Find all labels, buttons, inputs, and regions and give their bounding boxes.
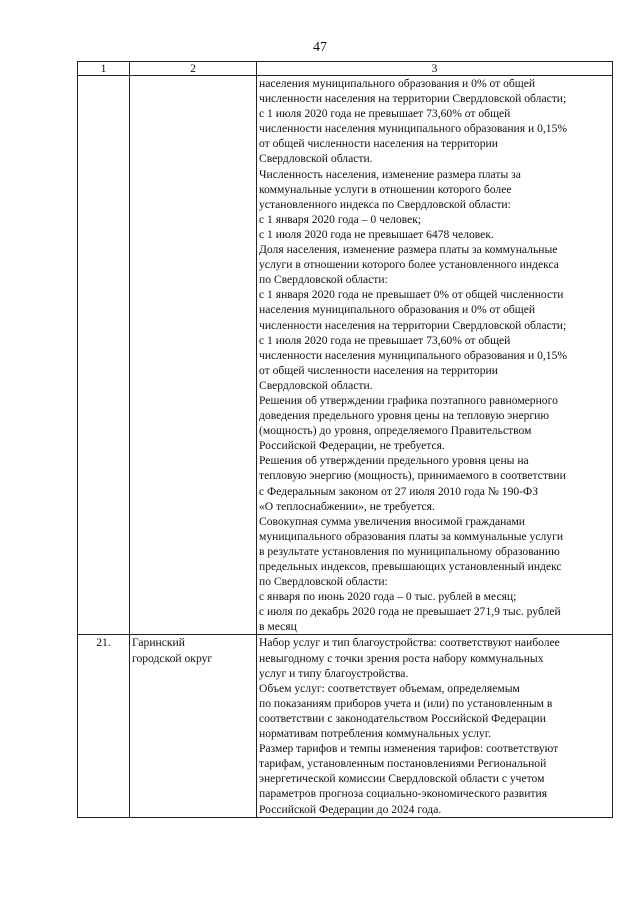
row-text-cell: [257, 635, 613, 817]
header-col-2: 2: [130, 62, 257, 76]
page-number: 47: [313, 40, 327, 55]
row-text-cell: [257, 76, 613, 635]
text-line: параметров прогноза социально-экономического развития: [259, 787, 548, 801]
text-line: Российской Федерации до 2024 года.: [259, 802, 442, 816]
text-line: по Свердловской области:: [259, 575, 388, 589]
text-line: с 1 января 2020 года – 0 человек;: [259, 212, 422, 226]
text-line: предельных индексов, превышающих установленный индекс: [259, 560, 562, 573]
text-line: численности населения муниципального образования и 0,15%: [259, 348, 568, 362]
text-line: услуги в отношении которого более установленного индекса: [259, 258, 559, 272]
text-line: энергетической комиссии Свердловской области с учетом: [259, 772, 545, 786]
text-line: доведения предельного уровня цены на тепловую энергию: [259, 409, 550, 423]
row-name-line: городской округ: [132, 651, 213, 665]
text-line: Свердловской области.: [259, 152, 373, 166]
row-name-cell: [130, 635, 257, 817]
row-name-cell: [130, 76, 257, 635]
text-line: Российской Федерации, не требуется.: [259, 439, 445, 453]
header-col-1: 1: [78, 62, 130, 76]
table-row-21: [78, 635, 613, 817]
text-line: с Федеральным законом от 27 июля 2010 года № 190-ФЗ: [259, 484, 539, 498]
text-line: установленного индекса по Свердловской области:: [259, 197, 511, 211]
text-line: численности населения муниципального образования и 0,15%: [259, 122, 568, 136]
text-line: от общей численности населения на территории: [259, 137, 498, 151]
text-line: Решения об утверждении предельного уровня цены на: [259, 454, 529, 468]
text-line: Доля населения, изменение размера платы за коммунальные: [259, 243, 558, 257]
text-line: коммунальные услуги в отношении которого более: [259, 182, 512, 196]
text-line: невыгодному с точки зрения роста набору коммунальных: [259, 651, 544, 665]
text-line: «О теплоснабжении», не требуется.: [259, 499, 435, 513]
text-line: Набор услуг и тип благоустройства: соответствуют наиболее: [259, 636, 560, 650]
text-line: Объем услуг: соответствует объемам, определяемым: [259, 681, 520, 695]
text-line: населения муниципального образования и 0% от общей: [259, 303, 536, 317]
text-line: Решения об утверждении графика поэтапного равномерного: [259, 393, 558, 407]
text-line: муниципального образования платы за коммунальные услуги: [259, 529, 564, 543]
table-row-continuation: [78, 76, 613, 635]
text-line: по показаниям приборов учета и (или) по установленным в: [259, 696, 553, 710]
text-line: (мощность) до уровня, определяемого Правительством: [259, 424, 532, 438]
text-line: населения муниципального образования и 0% от общей: [259, 77, 536, 90]
text-line: с 1 июля 2020 года не превышает 73,60% от общей: [259, 107, 511, 121]
text-line: нормативам потребления коммунальных услуг.: [259, 727, 492, 741]
text-line: с 1 июля 2020 года не превышает 73,60% от общей: [259, 333, 511, 347]
text-line: с 1 июля 2020 года не превышает 6478 человек.: [259, 227, 494, 241]
row-number-cell: [78, 76, 130, 635]
text-line: с июля по декабрь 2020 года не превышает 271,9 тыс. рублей: [259, 605, 561, 619]
table-header-row: [78, 62, 613, 76]
text-line: в результате установления по муниципальному образованию: [259, 544, 560, 558]
text-line: от общей численности населения на территории: [259, 363, 498, 377]
text-line: Размер тарифов и темпы изменения тарифов: соответствуют: [259, 742, 559, 756]
text-line: Совокупная сумма увеличения вносимой гражданами: [259, 514, 525, 528]
row-name-line: Гаринский: [132, 636, 185, 650]
text-line: по Свердловской области:: [259, 273, 388, 287]
row-number-cell: 21.: [78, 635, 130, 817]
text-line: численности населения на территории Свердловской области;: [259, 318, 567, 332]
text-line: услуг и типу благоустройства.: [259, 666, 409, 680]
text-line: тепловую энергию (мощность), принимаемого в соответствии: [259, 469, 566, 483]
text-line: с января по июнь 2020 года – 0 тыс. рублей в месяц;: [259, 590, 517, 604]
text-line: с 1 января 2020 года не превышает 0% от общей численности: [259, 288, 564, 302]
header-col-3: 3: [257, 62, 613, 76]
text-line: тарифам, установленным постановлениями Региональной: [259, 757, 547, 771]
text-line: в месяц: [259, 620, 297, 634]
text-line: соответствии с законодательством Российской Федерации: [259, 711, 546, 725]
document-table: [77, 61, 613, 818]
text-line: Численность населения, изменение размера платы за: [259, 167, 521, 181]
text-line: Свердловской области.: [259, 378, 373, 392]
text-line: численности населения на территории Свердловской области;: [259, 92, 567, 106]
